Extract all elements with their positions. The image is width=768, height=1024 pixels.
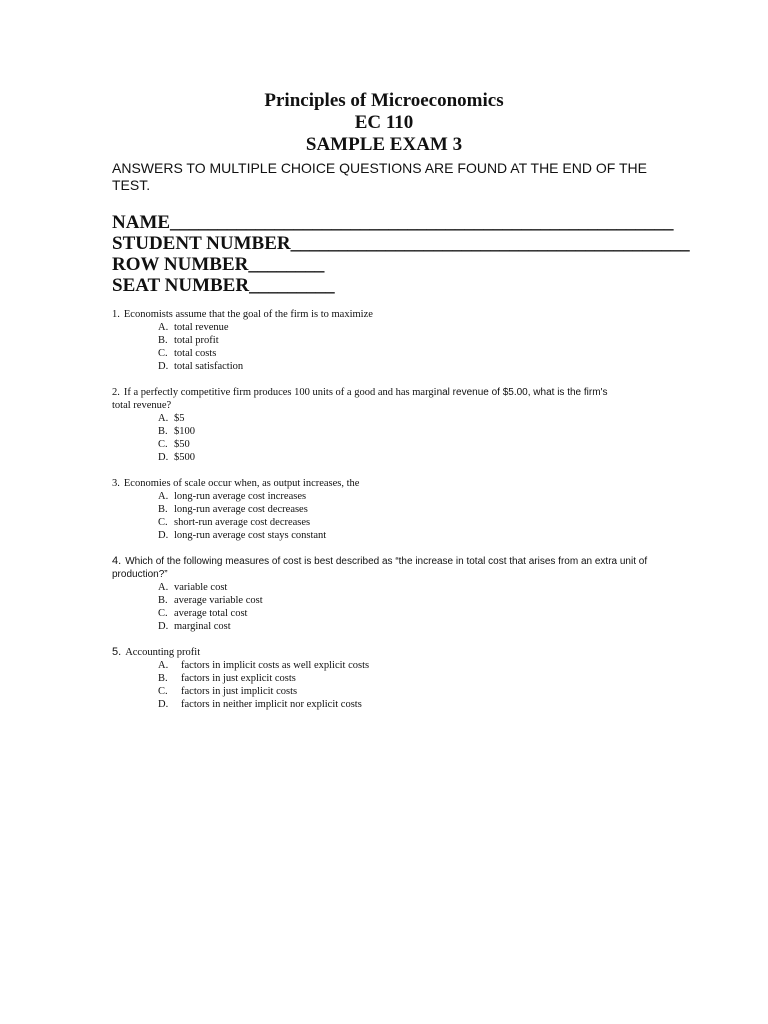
option-b[interactable] [112, 672, 660, 685]
question-stem: Accounting profit [125, 647, 201, 658]
option-a[interactable] [112, 581, 660, 594]
option-a[interactable] [112, 412, 660, 425]
question-text [112, 477, 660, 490]
options-list [112, 412, 660, 464]
option-text: short-run average cost decreases [174, 517, 311, 528]
option-c[interactable] [112, 347, 660, 360]
option-text: variable cost [174, 582, 228, 593]
options-list [112, 659, 660, 711]
question-stem: Which of the following measures of cost is best described as “the increase in total cost that arises from an extra unit of production?” [112, 556, 648, 580]
question-number: 2. [112, 387, 120, 398]
option-b[interactable] [112, 503, 660, 516]
option-d[interactable] [112, 698, 660, 711]
course-code: EC 110 [354, 112, 414, 133]
answers-note: ANSWERS TO MULTIPLE CHOICE QUESTIONS ARE FOUND AT THE END OF THE TEST. [112, 160, 647, 193]
question-text [112, 308, 660, 321]
option-text: average variable cost [174, 595, 263, 606]
option-d[interactable] [112, 360, 660, 373]
option-text: long-run average cost decreases [174, 504, 308, 515]
option-letter: C. [158, 348, 168, 359]
student-info-fields [112, 212, 690, 296]
option-text: total revenue [174, 322, 229, 333]
questions-list [112, 308, 660, 724]
option-letter: A. [158, 413, 169, 424]
option-text: total costs [174, 348, 217, 359]
option-letter: C. [158, 439, 168, 450]
seat-number-field[interactable]: SEAT NUMBER_________ [112, 275, 335, 296]
option-d[interactable] [112, 451, 660, 464]
option-b[interactable] [112, 334, 660, 347]
options-list [112, 581, 660, 633]
title-block [0, 90, 768, 156]
option-letter: B. [158, 673, 168, 684]
option-letter: B. [158, 595, 168, 606]
exam-title: SAMPLE EXAM 3 [305, 134, 463, 155]
question-number: 3. [112, 478, 120, 489]
question-1 [112, 308, 660, 373]
option-text: marginal cost [174, 621, 231, 632]
option-letter: C. [158, 608, 168, 619]
option-c[interactable] [112, 607, 660, 620]
row-number-field[interactable]: ROW NUMBER________ [112, 254, 325, 275]
question-stem-line2: total revenue? [112, 400, 172, 411]
option-b[interactable] [112, 425, 660, 438]
question-stem: Economies of scale occur when, as output increases, the [123, 478, 360, 489]
name-field[interactable]: NAME_____________________________________________________ [112, 212, 674, 233]
question-number: 1. [112, 309, 120, 320]
option-letter: D. [158, 699, 169, 710]
option-letter: D. [158, 361, 169, 372]
option-letter: B. [158, 504, 168, 515]
option-letter: D. [158, 530, 169, 541]
question-3 [112, 477, 660, 542]
option-text: factors in just explicit costs [181, 673, 296, 684]
option-text: total satisfaction [174, 361, 244, 372]
option-letter: A. [158, 322, 169, 333]
option-a[interactable] [112, 659, 660, 672]
option-letter: A. [158, 491, 169, 502]
question-text [112, 646, 660, 659]
option-text: factors in implicit costs as well explicit costs [181, 660, 370, 671]
question-stem: Economists assume that the goal of the firm is to maximize [123, 309, 373, 320]
option-a[interactable] [112, 321, 660, 334]
question-5 [112, 646, 660, 711]
option-c[interactable] [112, 438, 660, 451]
question-4 [112, 555, 660, 633]
option-letter: B. [158, 335, 168, 346]
option-text: long-run average cost increases [174, 491, 307, 502]
question-text [112, 555, 660, 581]
question-number: 5. [112, 646, 122, 658]
option-text: total profit [174, 335, 219, 346]
option-text: factors in just implicit costs [181, 686, 298, 697]
option-letter: A. [158, 660, 169, 671]
question-text [112, 386, 660, 399]
option-a[interactable] [112, 490, 660, 503]
option-d[interactable] [112, 620, 660, 633]
option-c[interactable] [112, 685, 660, 698]
option-text: long-run average cost stays constant [174, 530, 327, 541]
option-letter: C. [158, 686, 168, 697]
option-text: factors in neither implicit nor explicit costs [181, 699, 362, 710]
option-d[interactable] [112, 529, 660, 542]
question-number: 4. [112, 555, 122, 567]
question-2 [112, 386, 660, 464]
course-title: Principles of Microeconomics [264, 90, 504, 111]
question-stem: If a perfectly competitive firm produces 100 units of a good and has margi [123, 387, 437, 398]
option-text: $500 [174, 452, 195, 463]
option-letter: D. [158, 621, 169, 632]
option-letter: D. [158, 452, 169, 463]
option-text: $100 [174, 426, 195, 437]
student-number-field[interactable]: STUDENT NUMBER__________________________________________ [112, 233, 690, 254]
option-text: $50 [174, 439, 190, 450]
option-text: average total cost [174, 608, 248, 619]
option-letter: C. [158, 517, 168, 528]
options-list [112, 490, 660, 542]
options-list [112, 321, 660, 373]
option-letter: B. [158, 426, 168, 437]
option-letter: A. [158, 582, 169, 593]
option-b[interactable] [112, 594, 660, 607]
question-stem-tail: nal revenue of $5.00, what is the firm's [436, 387, 608, 398]
option-text: $5 [174, 413, 185, 424]
option-c[interactable] [112, 516, 660, 529]
